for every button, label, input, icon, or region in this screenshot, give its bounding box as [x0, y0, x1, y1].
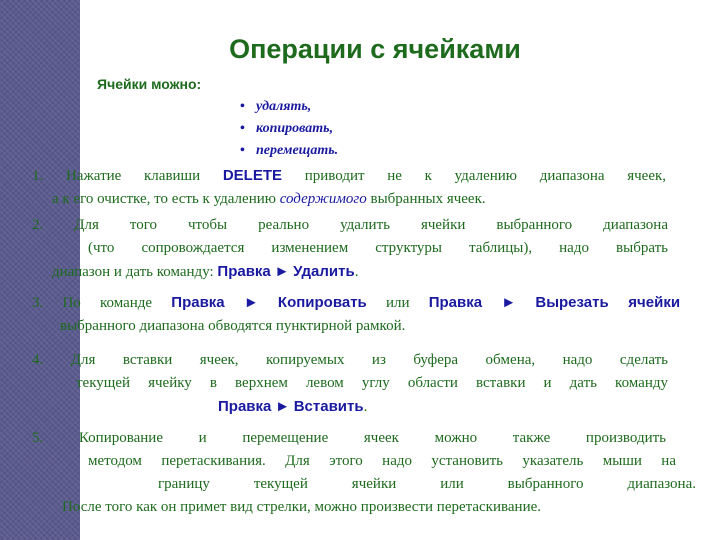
list-item: • удалять, — [240, 96, 338, 118]
paragraph-3: 3. По команде Правка ► Копировать или Правка ► Вырезать ячейки выбранного диапазона обводятся пунктирной рамкой. — [32, 294, 681, 334]
menu-command: Правка — [218, 398, 272, 415]
paragraph-4: 4. Для вставки ячеек, копируемых из буфера обмена, надо сделать текущей ячейку в верхнем левом углу области вставки и дать команду Правка ► Вставить. — [32, 352, 668, 415]
bullet-icon: • — [240, 143, 245, 158]
arrow-right-icon: ► — [501, 295, 517, 311]
item-number: 4. — [32, 352, 44, 368]
item-number: 3. — [32, 295, 44, 311]
item-number: 5. — [32, 430, 44, 446]
list-item: • перемещать. — [240, 140, 338, 162]
list-item: • копировать, — [240, 118, 338, 140]
menu-command: Удалить — [293, 263, 355, 280]
menu-command: Вырезать ячейки — [535, 294, 681, 311]
emphasis-text: содержимого — [279, 191, 367, 207]
arrow-right-icon: ► — [274, 264, 290, 280]
paragraph-1: 1. Нажатие клавиши DELETE приводит не к удалению диапазона ячеек, а к его очистке, то есть к удалению содержимого выбранных ячеек. — [32, 167, 667, 207]
delete-key-label: DELETE — [222, 167, 283, 184]
paragraph-2: 2. Для того чтобы реально удалить ячейки выбранного диапазона (что сопровождается изменением структуры таблицы), надо выбрать диапазон и дать команду: Правка ► Удалить. — [32, 217, 668, 280]
item-number: 1. — [32, 168, 44, 184]
paragraph-5: 5. Копирование и перемещение ячеек можно также производить методом перетаскивания. Для этого надо установить указатель мыши на границу текущей ячейки или выбранного диапазона. После того как он примет вид стрелки, можно произвести перетаскивание. — [32, 430, 696, 515]
slide-title: Операции с ячейками — [229, 34, 521, 64]
operations-list — [240, 96, 338, 162]
menu-command: Правка — [428, 294, 483, 311]
arrow-right-icon: ► — [275, 399, 290, 415]
intro-text: Ячейки можно: — [97, 76, 202, 92]
bullet-icon: • — [240, 99, 245, 114]
menu-command: Правка — [217, 263, 271, 280]
arrow-right-icon: ► — [243, 295, 259, 311]
item-number: 2. — [32, 217, 44, 233]
menu-command: Правка — [171, 294, 225, 311]
menu-command: Вставить — [293, 398, 364, 415]
menu-command: Копировать — [277, 294, 367, 311]
bullet-icon: • — [240, 121, 245, 136]
